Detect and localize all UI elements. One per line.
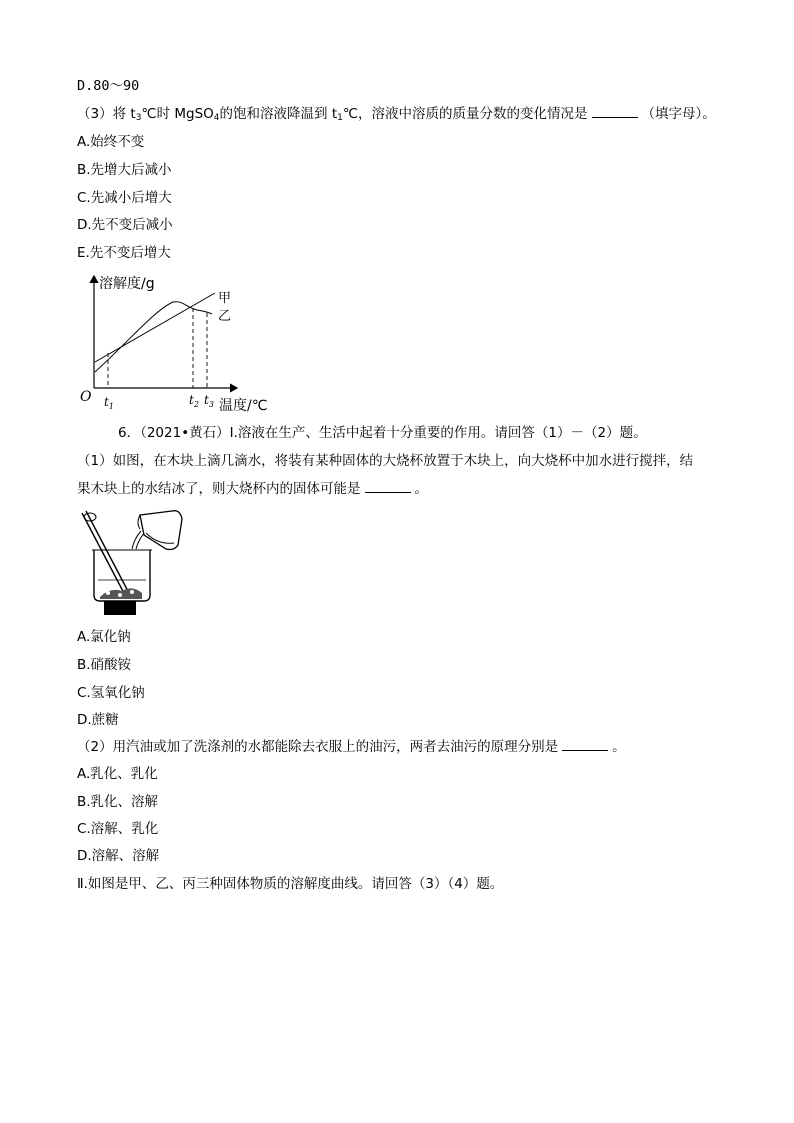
x-axis-label: 温度/℃ [219,398,268,414]
stirring-rod [82,513,126,597]
question-3-text [77,105,716,127]
q6-sub2-option-b: B.乳化、溶解 [77,794,159,810]
q6-sub2-end: 。 [612,739,626,755]
t3-label: $t_3$ [204,393,214,409]
q6-sub2-option-c: C.溶解、乳化 [77,821,159,837]
q6-sub1-end: 。 [414,481,428,497]
option-e: E.先不变后增大 [77,245,171,261]
q3-mid3: ℃，溶液中溶质的质量分数的变化情况是 [342,106,588,122]
answer-blank[interactable] [562,738,608,751]
q6-option-a: A.氯化钠 [77,629,131,645]
option-a: A.始终不变 [77,134,145,150]
t1-label: $t_1$ [104,395,114,411]
q6-option-c: C.氢氧化钠 [77,685,145,701]
option-b: B.先增大后减小 [77,162,172,178]
q3-prefix: （3）将 t [77,106,136,122]
q6-part2: Ⅱ.如图是甲、乙、丙三种固体物质的溶解度曲线。请回答（3）（4）题。 [77,876,504,892]
q3-suffix: （填字母）。 [641,106,716,122]
curve-yi [95,302,212,372]
origin-label: O [80,389,92,405]
curve-jia [95,293,215,362]
answer-blank[interactable] [592,105,638,118]
beaker-illustration [70,505,195,620]
wood-block [104,601,136,615]
y-axis-label: 溶解度/g [99,276,155,292]
q6-option-b: B.硝酸铵 [77,657,132,673]
option-c: C.先减小后增大 [77,190,172,206]
q6-header: 6．（2021•黄石）Ⅰ.溶液在生产、生活中起着十分重要的作用。请回答（1）－（2）题。 [118,425,647,441]
t2-label: $t_2$ [189,393,199,409]
q3-sub-t3: 3 [135,113,142,123]
q6-sub2-text: （2）用汽油或加了洗涤剂的水都能除去衣服上的油污，两者去油污的原理分别是 [77,739,559,755]
pouring-cup [140,511,182,550]
q3-mid1: ℃时 MgSO [141,106,214,122]
q6-sub2-option-d: D.溶解、溶解 [77,848,160,864]
option-d-text: D.80～90 [77,78,140,94]
solubility-graph [75,270,280,418]
q6-sub1-text: 果木块上的水结冰了，则大烧杯内的固体可能是 [77,481,361,497]
q6-sub1-line1: （1）如图，在木块上滴几滴水，将装有某种固体的大烧杯放置于木块上，向大烧杯中加水进行搅拌，结 [77,453,694,469]
q3-mid2: 的饱和溶液降温到 t [219,106,338,122]
q6-option-d: D.蔗糖 [77,712,119,728]
label-yi: 乙 [218,309,232,324]
label-jia: 甲 [218,291,232,306]
q6-sub2-option-a: A.乳化、乳化 [77,766,158,782]
option-d: D.先不变后减小 [77,217,173,233]
q6-sub1-line2 [77,480,428,498]
q3-sub-t1: 1 [337,113,343,123]
q6-sub2 [77,738,626,756]
q3-sub-4: 4 [213,113,220,123]
answer-blank[interactable] [365,480,411,493]
